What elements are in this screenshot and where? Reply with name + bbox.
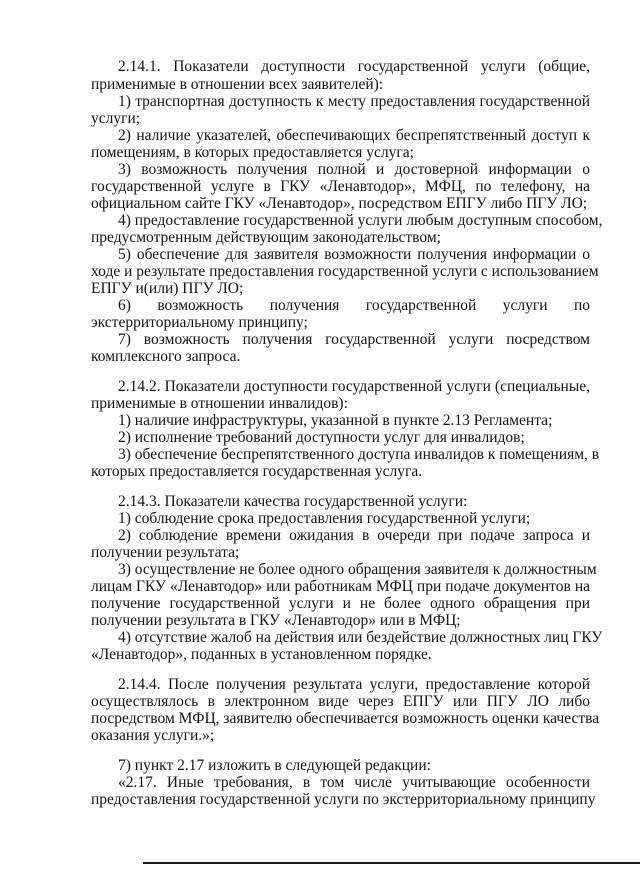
- text-line: посредством МФЦ, заявителю обеспечивается возможность оценки качества: [91, 710, 600, 727]
- text-line: 2) исполнение требований доступности услуг для инвалидов;: [118, 429, 525, 446]
- text-line: услуги;: [91, 110, 141, 127]
- text-line: применимые в отношении инвалидов):: [91, 395, 348, 412]
- text-line: 2) наличие указателей, обеспечивающих беспрепятственный доступ к: [118, 127, 590, 144]
- text-line: 2.14.1. Показатели доступности государственной услуги (общие,: [118, 58, 590, 75]
- text-line: помещениям, в которых предоставляется услуга;: [91, 144, 414, 161]
- text-line: получении результата в ГКУ «Ленавтодор» или в МФЦ;: [91, 612, 461, 629]
- text-line: получении результата;: [91, 544, 240, 561]
- text-line: 7) возможность получения государственной услуги посредством: [118, 331, 590, 348]
- text-line: 2) соблюдение времени ожидания в очереди при подаче запроса и: [118, 527, 590, 544]
- text-line: официальном сайте ГКУ «Ленавтодор», посредством ЕПГУ либо ПГУ ЛО;: [91, 195, 588, 212]
- text-line: комплексного запроса.: [91, 348, 241, 365]
- text-line: «2.17. Иные требования, в том числе учитывающие особенности: [118, 774, 590, 791]
- text-line: которых предоставляется государственная услуга.: [91, 463, 423, 480]
- text-line: лицам ГКУ «Ленавтодор» или работникам МФЦ при подаче документов на: [91, 578, 590, 595]
- text-line: осуществлялось в электронном виде через ЕПГУ или ПГУ ЛО либо: [91, 693, 590, 710]
- text-line: 3) возможность получения полной и достоверной информации о: [118, 161, 590, 178]
- text-line: предусмотренным действующим законодательством;: [91, 229, 441, 246]
- page-bottom-rule: [143, 862, 640, 864]
- text-line: 6) возможность получения государственной услуги по: [118, 297, 590, 314]
- text-line: ходе и результате предоставления государственной услуги с использованием: [91, 263, 599, 280]
- text-line: «Ленавтодор», поданных в установленном порядке.: [91, 646, 432, 663]
- text-line: 2.14.4. После получения результата услуги, предоставление которой: [118, 676, 590, 693]
- text-line: 1) наличие инфраструктуры, указанной в пункте 2.13 Регламента;: [118, 412, 553, 429]
- text-line: 1) транспортная доступность к месту предоставления государственной: [118, 93, 590, 110]
- text-line: 2.14.3. Показатели качества государственной услуги:: [118, 493, 468, 510]
- text-line: 2.14.2. Показатели доступности государственной услуги (специальные,: [118, 378, 590, 395]
- text-line: 4) отсутствие жалоб на действия или бездействие должностных лиц ГКУ: [118, 629, 603, 646]
- text-line: государственной услуге в ГКУ «Ленавтодор», МФЦ, по телефону, на: [91, 178, 590, 195]
- text-line: 4) предоставление государственной услуги любым доступным способом,: [118, 212, 603, 229]
- text-line: 3) обеспечение беспрепятственного доступа инвалидов к помещениям, в: [118, 446, 600, 463]
- text-line: ЕПГУ и(или) ПГУ ЛО;: [91, 280, 244, 297]
- text-line: применимые в отношении всех заявителей):: [91, 76, 384, 93]
- text-line: экстерриториальному принципу;: [91, 314, 308, 331]
- text-line: 1) соблюдение срока предоставления государственной услуги;: [118, 510, 531, 527]
- text-line: получение государственной услуги и не более одного обращения при: [91, 595, 590, 612]
- text-line: 3) осуществление не более одного обращения заявителя к должностным: [118, 561, 597, 578]
- text-line: 5) обеспечение для заявителя возможности получения информации о: [118, 246, 590, 263]
- text-line: предоставления государственной услуги по экстерриториальному принципу: [91, 791, 596, 808]
- text-line: оказания услуги.»;: [91, 727, 215, 744]
- text-line: 7) пункт 2.17 изложить в следующей редакции:: [118, 757, 431, 774]
